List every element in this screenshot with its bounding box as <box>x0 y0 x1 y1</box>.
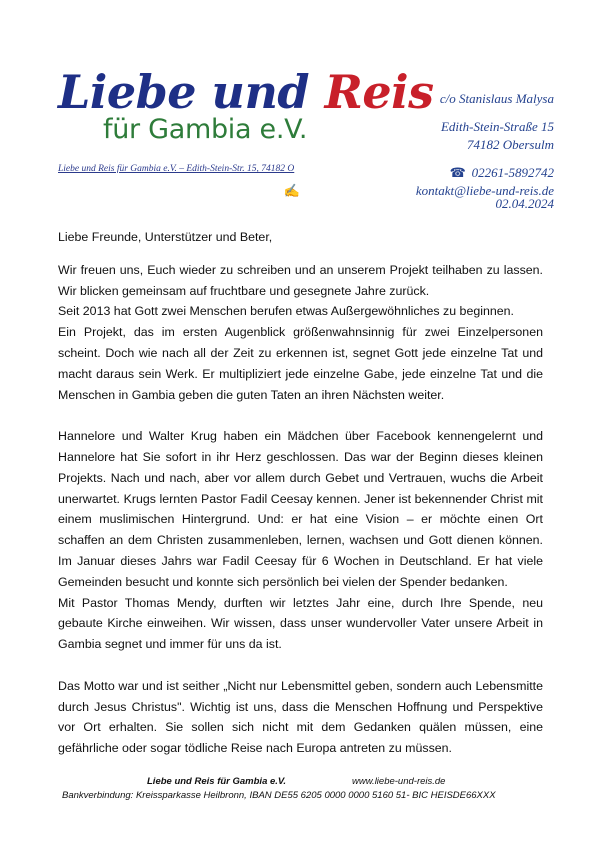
contact-co: c/o Stanislaus Malysa <box>439 91 554 106</box>
footer-website[interactable]: www.liebe-und-reis.de <box>352 776 446 787</box>
paragraph-6: Das Motto war und ist seither „Nicht nur Lebensmittel geben, sondern auch Lebensmitte durch Jesus Christus". Wichtig ist uns, dass die Menschen Hoffnung und Perspektive vor Ort erhalten. Sie sollen sich nicht mit dem Gedanken quälen müssen, eine gefährliche oder sogar tödliche Reise nach Europa antreten zu müssen. <box>58 678 543 756</box>
contact-email[interactable]: kontakt@liebe-und-reis.de <box>415 183 554 198</box>
telephone-icon: ☎ <box>449 165 466 180</box>
letter-date: 02.04.2024 <box>495 196 554 211</box>
salutation: Liebe Freunde, Unterstützer und Beter, <box>58 230 273 244</box>
paragraph-2: Seit 2013 hat Gott zwei Menschen berufen etwas Außergewöhnliches zu beginnen. <box>58 304 514 319</box>
contact-phone-row <box>416 164 554 182</box>
logo-subtitle: für Gambia e.V. <box>103 114 308 145</box>
footer-bank: Bankverbindung: Kreissparkasse Heilbronn, IBAN DE55 6205 0000 0000 5160 51- BIC HEISDE66XXX <box>62 790 496 801</box>
logo-word-liebe: Liebe <box>58 65 197 119</box>
contact-block <box>283 90 554 200</box>
writing-hand-icon: ✍ <box>283 183 300 198</box>
footer-org: Liebe und Reis für Gambia e.V. <box>147 776 287 787</box>
logo <box>58 64 433 120</box>
paragraph-1: Wir freuen uns, Euch wieder zu schreiben und an unserem Projekt teilhaben zu lassen. Wir blicken gemeinsam auf fruchtbare und gesegnete Jahre zurück. <box>58 262 543 298</box>
contact-city: 74182 Obersulm <box>466 137 554 152</box>
paragraph-5: Mit Pastor Thomas Mendy, durften wir letztes Jahr eine, durch Ihre Spende, neu gebaute Kirche einweihen. Wir wissen, dass unser wundervoller Vater unsere Arbeit in Gambia segnet und immer für uns da ist. <box>58 595 543 652</box>
paragraph-4: Hannelore und Walter Krug haben ein Mädchen über Facebook kennengelernt und Hannelore hat Sie sofort in ihr Herz geschlossen. Das war der Beginn dieses kleinen Projekts. Nach und nach, aber vor allem durch Gebet und Vertrauen, wuchs die Arbeit unerwartet. Krugs lernten Pastor Fadil Ceesay kennen. Jener ist bekennender Christ mit einem muslimischen Hintergrund. Und: er hat eine Vision – er möchte einen Ort schaffen an dem Christen zusammenleben, lernen, wachsen und Gott dienen können. Im Januar dieses Jahrs war Fadil Ceesay für 6 Wochen in Deutschland. Er hat viele Gemeinden besucht und konnte sich persönlich bei vielen der Spender bedanken. <box>58 429 543 589</box>
letter-body <box>58 227 543 759</box>
return-address: Liebe und Reis für Gambia e.V. – Edith-Stein-Str. 15, 74182 O <box>58 164 295 174</box>
contact-phone: 02261-5892742 <box>471 165 554 180</box>
logo-word-und: und <box>211 65 310 119</box>
paragraph-3: Ein Projekt, das im ersten Augenblick größenwahnsinnig für zwei Einzelpersonen scheint. Doch wie nach all der Zeit zu erkennen ist, segnet Gott jede einzelne Tat und macht daraus sein Werk. Er multipliziert jede einzelne Gabe, jede einzelne Tat und die Menschen in Gambia geben die guten Taten an ihren Nächsten weiter. <box>58 325 543 402</box>
logo-word-reis: Reis <box>324 65 434 119</box>
contact-street: Edith-Stein-Straße 15 <box>440 119 554 134</box>
